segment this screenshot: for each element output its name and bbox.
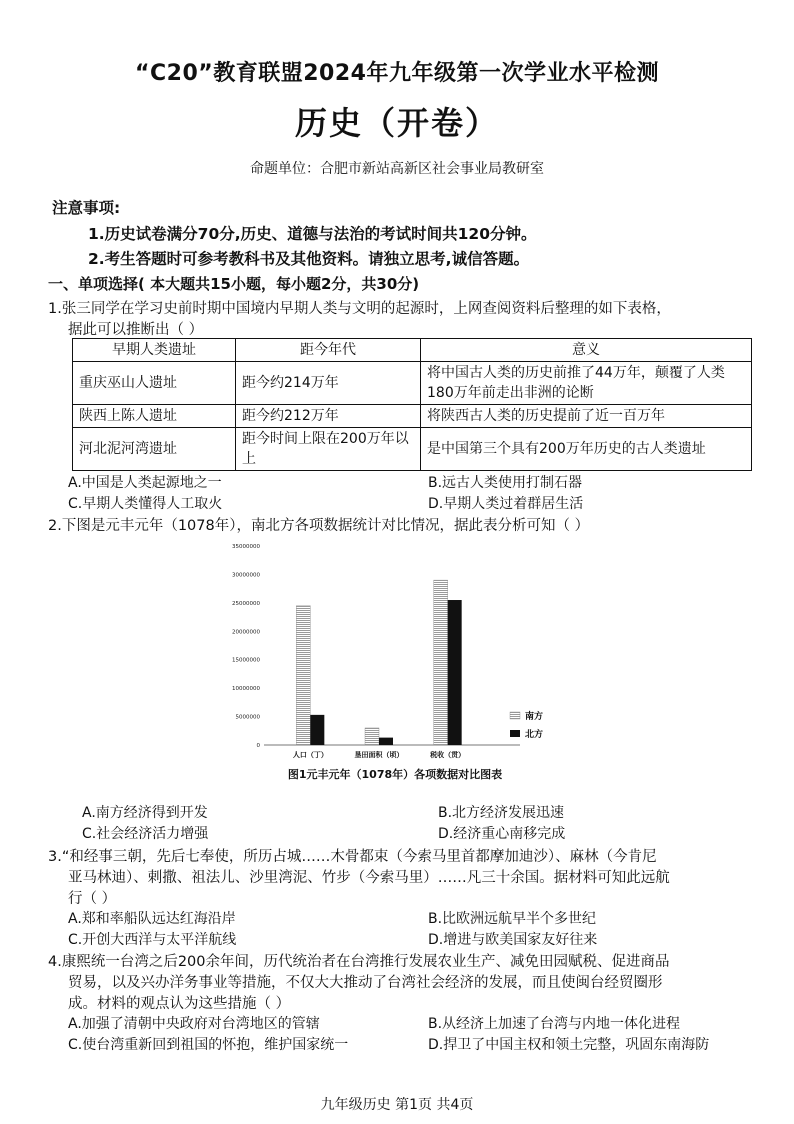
q3-stem-line3: 行（ ）: [68, 891, 117, 907]
exam-title: “C20”教育联盟2024年九年级第一次学业水平检测: [135, 61, 659, 86]
q4-option-c: C.使台湾重新回到祖国的怀抱，维护国家统一: [68, 1037, 349, 1053]
bar-south: [365, 728, 379, 745]
bar-north: [448, 600, 462, 745]
q2-stem: 2.下图是元丰元年（1078年），南北方各项数据统计对比情况，据此表分析可知（ ）: [48, 518, 590, 534]
q2-option-d: D.经济重心南移完成: [438, 826, 566, 842]
y-tick-label: 10000000: [232, 686, 260, 693]
section-heading: 一、单项选择( 本大题共15小题，每小题2分，共30分): [48, 275, 420, 293]
note-item-2: 2.考生答题时可参考教科书及其他资料。请独立思考,诚信答题。: [88, 250, 530, 268]
table-header-cell: 早期人类遗址: [73, 339, 236, 362]
table-cell: 将陕西古人类的历史提前了近一百万年: [421, 405, 752, 428]
legend-swatch-north: [510, 730, 520, 737]
legend-label: 北方: [525, 730, 544, 740]
table-cell: 河北泥河湾遗址: [73, 428, 236, 471]
subject-title: 历史（开卷）: [294, 104, 499, 142]
q3-stem-line2: 亚马林迪）、剌撒、祖法儿、沙里湾泥、竹步（今索马里）……凡三十余国。据材料可知此远航: [68, 870, 670, 886]
q4-stem-line1: 4.康熙统一台湾之后200余年间，历代统治者在台湾推行发展农业生产、减免田园赋税、促进商品: [48, 954, 670, 970]
q4-option-d: D.捍卫了中国主权和领土完整，巩固东南海防: [428, 1037, 710, 1053]
x-tick-label: 垦田面积（顷）: [354, 751, 404, 759]
chart-title: 图1元丰元年（1078年）各项数据对比图表: [287, 768, 503, 781]
q4-stem-line2: 贸易，以及兴办洋务事业等措施，不仅大大推动了台湾社会经济的发展，而且使闽台经贸圈形: [68, 975, 663, 991]
bar-south: [296, 606, 310, 745]
note-item-1: 1.历史试卷满分70分,历史、道德与法治的考试时间共120分钟。: [88, 225, 537, 243]
q4-option-a: A.加强了清朝中央政府对台湾地区的管辖: [68, 1016, 320, 1032]
q4-stem-line3: 成。材料的观点认为这些措施（ ）: [68, 996, 291, 1012]
q1-option-c: C.早期人类懂得人工取火: [68, 496, 223, 512]
y-tick-label: 5000000: [235, 714, 260, 721]
table-cell: 陕西上陈人遗址: [73, 405, 236, 428]
y-tick-label: 30000000: [232, 572, 260, 579]
q1-option-d: D.早期人类过着群居生活: [428, 496, 584, 512]
q3-stem-line1: 3.“和经事三朝，先后七奉使，所历占城……木骨都束（今索马里首都摩加迪沙）、麻林（今肯尼: [48, 849, 657, 865]
q3-option-c: C.开创大西洋与太平洋航线: [68, 932, 237, 948]
table-row: [73, 428, 752, 471]
q4-option-b: B.从经济上加速了台湾与内地一体化进程: [428, 1016, 681, 1032]
table-cell: 重庆巫山人遗址: [73, 362, 236, 405]
x-tick-label: 人口（丁）: [292, 751, 328, 759]
table-row: [73, 362, 752, 405]
y-tick-label: 20000000: [232, 629, 260, 636]
table-cell: 将中国古人类的历史前推了44万年，颠覆了人类180万年前走出非洲的论断: [421, 362, 752, 405]
y-tick-label: 25000000: [232, 600, 260, 607]
legend-label: 南方: [525, 712, 544, 722]
author-unit: 命题单位：合肥市新站高新区社会事业局教研室: [250, 161, 544, 177]
bar-south: [434, 580, 448, 745]
y-tick-label: 0: [256, 743, 260, 749]
x-tick-label: 税收（贯）: [430, 751, 466, 759]
q2-option-c: C.社会经济活力增强: [82, 826, 209, 842]
table-cell: 距今时间上限在200万年以上: [236, 428, 421, 471]
page-footer: 九年级历史 第1页 共4页: [320, 1097, 474, 1113]
q1-stem-line1: 1.张三同学在学习史前时期中国境内早期人类与文明的起源时，上网查阅资料后整理的如下表格，: [48, 301, 671, 317]
q1-table: [72, 338, 752, 471]
legend-swatch-south: [510, 712, 520, 719]
table-cell: 距今约214万年: [236, 362, 421, 405]
q1-option-b: B.远古人类使用打制石器: [428, 475, 583, 491]
q2-option-a: A.南方经济得到开发: [82, 805, 208, 821]
bar-chart: [220, 540, 570, 780]
bar-north: [310, 715, 324, 745]
q1-option-a: A.中国是人类起源地之一: [68, 475, 222, 491]
table-header-cell: 距今年代: [236, 339, 421, 362]
table-header-row: [73, 339, 752, 362]
q3-option-b: B.比欧洲远航早半个多世纪: [428, 911, 597, 927]
q2-option-b: B.北方经济发展迅速: [438, 805, 565, 821]
table-header-cell: 意义: [421, 339, 752, 362]
q1-stem-line2: 据此可以推断出（ ）: [68, 322, 204, 338]
bar-north: [379, 738, 393, 745]
table-row: [73, 405, 752, 428]
notes-heading: 注意事项:: [52, 199, 121, 217]
y-tick-label: 15000000: [232, 657, 260, 664]
table-cell: 是中国第三个具有200万年历史的古人类遗址: [421, 428, 752, 471]
y-tick-label: 35000000: [232, 544, 260, 550]
q3-option-d: D.增进与欧美国家友好往来: [428, 932, 598, 948]
q3-option-a: A.郑和率船队远达红海沿岸: [68, 911, 236, 927]
table-cell: 距今约212万年: [236, 405, 421, 428]
